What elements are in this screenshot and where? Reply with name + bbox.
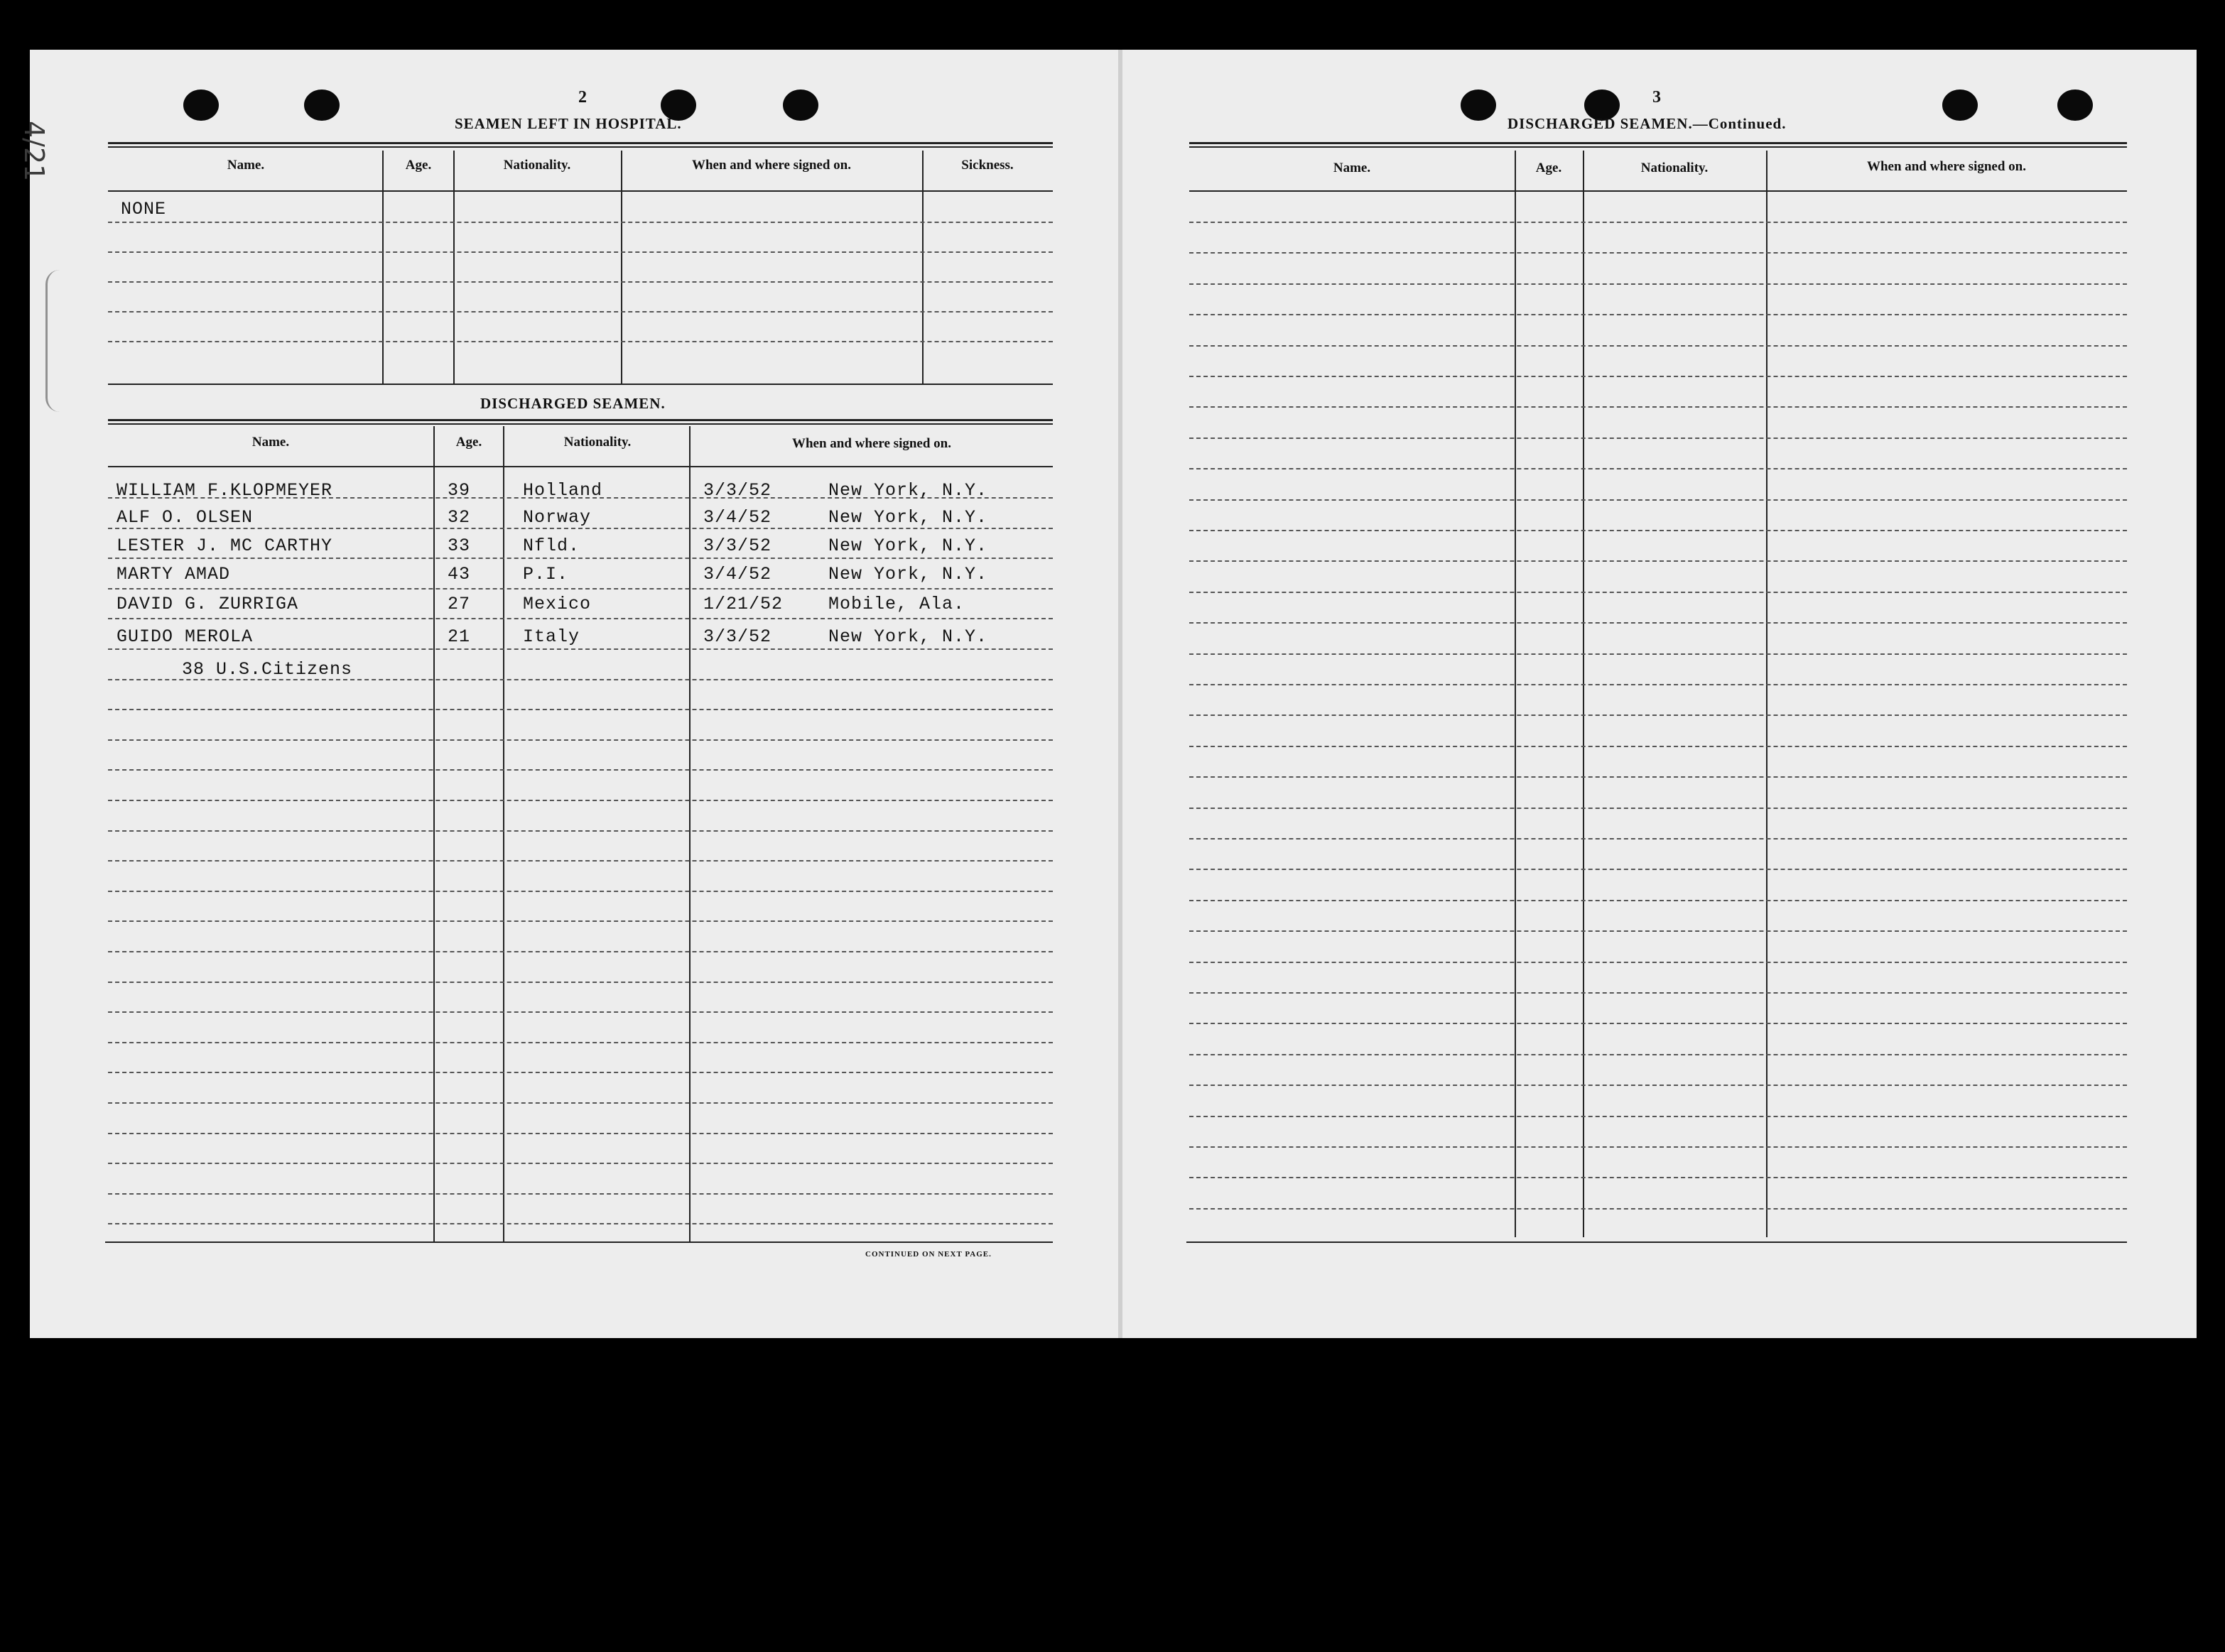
ruled-line	[1189, 714, 2127, 716]
seaman-name: GUIDO MEROLA	[117, 626, 254, 647]
ruled-line	[108, 800, 1053, 801]
seaman-nationality: Norway	[523, 507, 592, 528]
ruled-line	[108, 558, 1053, 559]
seaman-nationality: P.I.	[523, 564, 569, 585]
seaman-name: MARTY AMAD	[117, 564, 231, 585]
discharged-col-divider	[503, 426, 504, 1241]
discharged-table-bottom-rule	[105, 1241, 1053, 1243]
punch-hole	[783, 89, 818, 121]
ruled-line	[1189, 808, 2127, 809]
discharged-col-divider	[433, 426, 435, 1241]
signed-on-place: Mobile, Ala.	[828, 594, 965, 614]
signed-on-date: 1/21/52	[703, 594, 784, 614]
col-header-signed-on: When and where signed on.	[791, 436, 951, 451]
signed-on-place: New York, N.Y.	[828, 536, 988, 556]
seaman-name: WILLIAM F.KLOPMEYER	[117, 480, 333, 501]
ruled-line	[1189, 468, 2127, 469]
page-number: 3	[1652, 88, 1661, 107]
seaman-age: 32	[448, 507, 471, 528]
ruled-line	[1189, 1023, 2127, 1024]
col-header-age: Age.	[405, 158, 432, 173]
seaman-name: ALF O. OLSEN	[117, 507, 254, 528]
seaman-age: 33	[448, 536, 471, 556]
discharged-col-divider	[689, 426, 691, 1241]
ruled-line	[108, 1133, 1053, 1134]
ruled-line	[1189, 1085, 2127, 1086]
ruled-line	[1189, 314, 2127, 315]
ruled-line	[1189, 438, 2127, 439]
punch-hole	[183, 89, 219, 121]
hospital-header-rule	[108, 190, 1053, 192]
ruled-line	[108, 860, 1053, 862]
ruled-line	[1189, 283, 2127, 285]
ruled-line	[1189, 222, 2127, 223]
ruled-line	[108, 251, 1053, 253]
ruled-line	[108, 1193, 1053, 1195]
punch-hole	[1942, 89, 1978, 121]
hospital-col-divider	[621, 151, 622, 384]
ruled-line	[1189, 560, 2127, 562]
ruled-line	[108, 1223, 1053, 1224]
discharged-table-top-rule	[108, 419, 1053, 425]
ruled-line	[1189, 376, 2127, 377]
margin-scribble	[45, 270, 83, 412]
hospital-table-bottom-rule	[108, 384, 1053, 385]
ruled-line	[1189, 930, 2127, 932]
ruled-line	[108, 222, 1053, 223]
seaman-nationality: Holland	[523, 480, 603, 501]
hospital-col-divider	[382, 151, 384, 384]
ruled-line	[108, 951, 1053, 952]
seaman-age: 21	[448, 626, 471, 647]
ruled-line	[108, 618, 1053, 619]
signed-on-date: 3/4/52	[703, 507, 772, 528]
ruled-line	[108, 1163, 1053, 1164]
hospital-entry: NONE	[121, 199, 167, 219]
signed-on-date: 3/3/52	[703, 626, 772, 647]
ruled-line	[1189, 684, 2127, 685]
ruled-line	[108, 739, 1053, 741]
ruled-line	[1189, 838, 2127, 839]
ruled-line	[108, 648, 1053, 650]
ruled-line	[1189, 406, 2127, 408]
right-header-rule	[1189, 190, 2127, 192]
hospital-section-title: SEAMEN LEFT IN HOSPITAL.	[455, 115, 682, 132]
punch-hole	[304, 89, 340, 121]
punch-hole	[1461, 89, 1496, 121]
ruled-line	[108, 769, 1053, 771]
ruled-line	[108, 1042, 1053, 1043]
signed-on-place: New York, N.Y.	[828, 564, 988, 585]
ruled-line	[1189, 1116, 2127, 1117]
punch-hole	[2057, 89, 2093, 121]
ruled-line	[108, 891, 1053, 892]
ruled-line	[1189, 962, 2127, 963]
col-header-name: Name.	[1333, 161, 1371, 175]
ruled-line	[1189, 345, 2127, 347]
ruled-line	[1189, 776, 2127, 778]
hospital-table-top-rule	[108, 142, 1053, 148]
ruled-line	[108, 1072, 1053, 1073]
page-fold	[1118, 50, 1122, 1338]
col-header-nationality: Nationality.	[563, 435, 632, 450]
ruled-line	[108, 982, 1053, 983]
seaman-name: LESTER J. MC CARTHY	[117, 536, 333, 556]
right-table-bottom-rule	[1186, 1241, 2127, 1243]
ruled-line	[1189, 1177, 2127, 1178]
col-header-signed-on: When and where signed on.	[691, 158, 851, 173]
signed-on-date: 3/3/52	[703, 480, 772, 501]
continued-footer: CONTINUED ON NEXT PAGE.	[865, 1250, 992, 1259]
signed-on-date: 3/3/52	[703, 536, 772, 556]
seaman-nationality: Italy	[523, 626, 580, 647]
margin-note: 4/21	[18, 121, 50, 182]
ruled-line	[108, 588, 1053, 589]
seaman-name: DAVID G. ZURRIGA	[117, 594, 299, 614]
signed-on-place: New York, N.Y.	[828, 480, 988, 501]
ruled-line	[108, 920, 1053, 922]
col-header-age: Age.	[1535, 161, 1562, 175]
ruled-line	[1189, 1054, 2127, 1055]
col-header-sickness: Sickness.	[961, 158, 1014, 173]
ruled-line	[1189, 653, 2127, 655]
col-header-signed-on: When and where signed on.	[1866, 159, 2026, 174]
signed-on-place: New York, N.Y.	[828, 507, 988, 528]
hospital-col-divider	[453, 151, 455, 384]
ruled-line	[1189, 592, 2127, 593]
signed-on-date: 3/4/52	[703, 564, 772, 585]
page-number: 2	[578, 88, 587, 107]
discharged-header-rule	[108, 466, 1053, 467]
seaman-nationality: Mexico	[523, 594, 592, 614]
ruled-line	[108, 1102, 1053, 1104]
seaman-age: 27	[448, 594, 471, 614]
document-sheet	[30, 50, 2197, 1338]
seaman-age: 39	[448, 480, 471, 501]
discharged-section-title: DISCHARGED SEAMEN.	[480, 395, 666, 412]
hospital-col-divider	[922, 151, 924, 384]
right-table-top-rule	[1189, 142, 2127, 148]
ruled-line	[1189, 530, 2127, 531]
col-header-name: Name.	[227, 158, 265, 173]
seaman-nationality: Nfld.	[523, 536, 580, 556]
ruled-line	[1189, 622, 2127, 624]
ruled-line	[108, 341, 1053, 342]
col-header-nationality: Nationality.	[1640, 161, 1709, 175]
signed-on-place: New York, N.Y.	[828, 626, 988, 647]
col-header-nationality: Nationality.	[503, 158, 571, 173]
ruled-line	[108, 830, 1053, 832]
continued-section-title: DISCHARGED SEAMEN.—Continued.	[1507, 115, 1787, 132]
ruled-line	[1189, 252, 2127, 254]
ruled-line	[1189, 992, 2127, 994]
citizens-note: 38 U.S.Citizens	[182, 659, 353, 680]
ruled-line	[1189, 499, 2127, 501]
ruled-line	[108, 281, 1053, 283]
seaman-age: 43	[448, 564, 471, 585]
ruled-line	[1189, 869, 2127, 870]
ruled-line	[1189, 900, 2127, 901]
ruled-line	[108, 311, 1053, 313]
ruled-line	[108, 1011, 1053, 1013]
ruled-line	[108, 709, 1053, 710]
col-header-age: Age.	[455, 435, 482, 450]
ruled-line	[1189, 746, 2127, 747]
col-header-name: Name.	[251, 435, 290, 450]
ruled-line	[1189, 1146, 2127, 1148]
ruled-line	[1189, 1208, 2127, 1210]
